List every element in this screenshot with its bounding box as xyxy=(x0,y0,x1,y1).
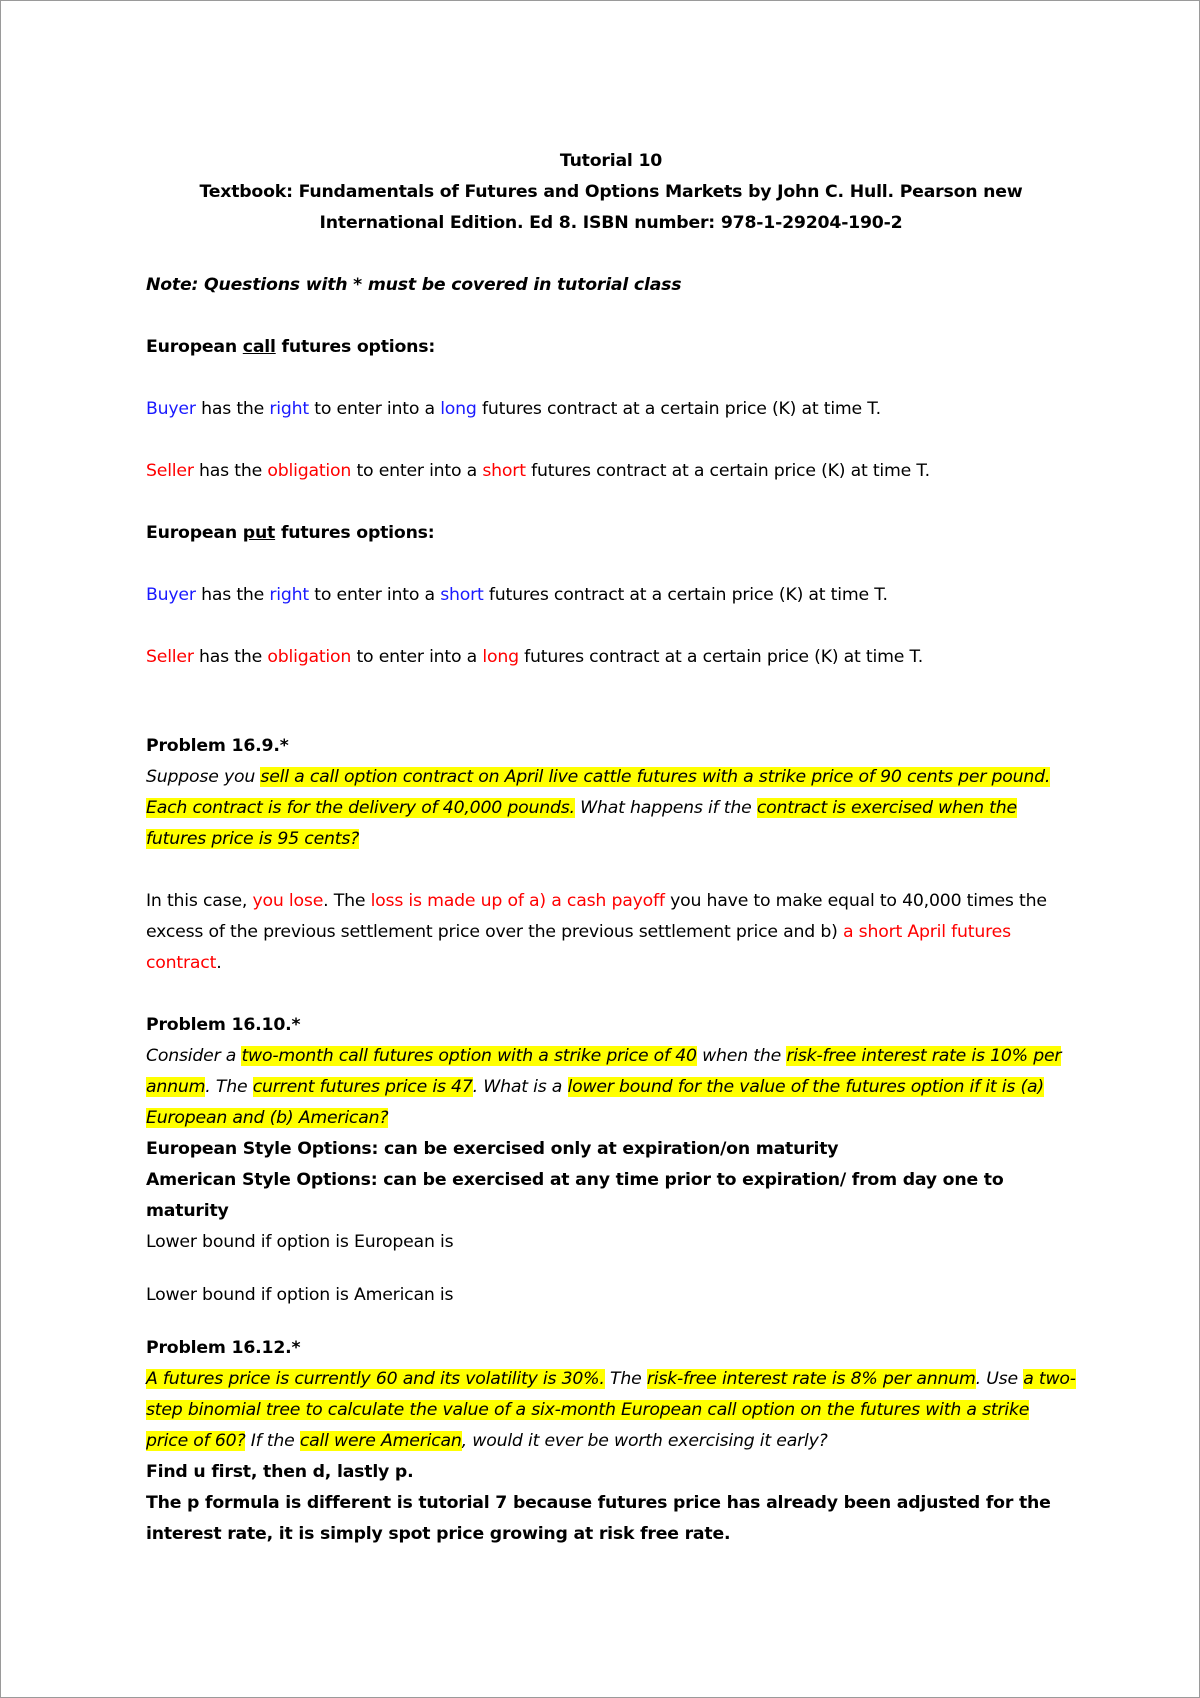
problem-16-12-title: Problem 16.12.* xyxy=(146,1338,301,1358)
find-u-d-p: Find u first, then d, lastly p. xyxy=(146,1462,414,1482)
note: Note: Questions with * must be covered in tutorial class xyxy=(146,275,682,295)
problem-16-12-question: A futures price is currently 60 and its volatility is 30%. The risk-free interest rate is 8% per annum. Use a two-step binomial tree to calculate the value of a six-month European call option on the futures with a strike price of 60? If the call were American, would it ever be worth exercising it early? xyxy=(146,1369,1076,1451)
put-heading: European put futures options: xyxy=(146,523,435,543)
problem-16-9-question: Suppose you sell a call option contract on April live cattle futures with a strike price of 90 cents per pound. Each contract is for the delivery of 40,000 pounds. What happens if the contract is exercised when the futures price is 95 cents? xyxy=(146,767,1051,849)
textbook-line-1: Textbook: Fundamentals of Futures and Options Markets by John C. Hull. Pearson new xyxy=(199,182,1023,202)
problem-16-9-title: Problem 16.9.* xyxy=(146,736,289,756)
put-buyer-line: Buyer has the right to enter into a short futures contract at a certain price (K) at time T. xyxy=(146,585,888,605)
put-seller-line: Seller has the obligation to enter into a long futures contract at a certain price (K) at time T. xyxy=(146,647,924,667)
call-heading: European call futures options: xyxy=(146,337,436,357)
european-style-note: European Style Options: can be exercised only at expiration/on maturity xyxy=(146,1139,839,1159)
call-seller-line: Seller has the obligation to enter into a short futures contract at a certain price (K) at time T. xyxy=(146,461,930,481)
american-style-note: American Style Options: can be exercised at any time prior to expiration/ from day one to maturity xyxy=(146,1170,1004,1221)
problem-16-9-answer: In this case, you lose. The loss is made up of a) a cash payoff you have to make equal to 40,000 times the excess of the previous settlement price over the previous settlement price and b) a short April futures contract. xyxy=(146,891,1047,973)
call-buyer-line: Buyer has the right to enter into a long futures contract at a certain price (K) at time T. xyxy=(146,399,881,419)
problem-16-10-title: Problem 16.10.* xyxy=(146,1015,301,1035)
textbook-line-2: International Edition. Ed 8. ISBN number: 978-1-29204-190-2 xyxy=(319,213,903,233)
lower-bound-european: Lower bound if option is European is xyxy=(146,1232,454,1252)
lower-bound-american: Lower bound if option is American is xyxy=(146,1285,454,1305)
page-title: Tutorial 10 xyxy=(559,151,663,171)
p-formula-note: The p formula is different is tutorial 7 because futures price has already been adjusted for the interest rate, it is simply spot price growing at risk free rate. xyxy=(146,1493,1051,1544)
problem-16-10-question: Consider a two-month call futures option with a strike price of 40 when the risk-free interest rate is 10% per annum. The current futures price is 47. What is a lower bound for the value of the futures option if it is (a) European and (b) American? xyxy=(146,1046,1062,1128)
document-body xyxy=(146,146,1076,1550)
